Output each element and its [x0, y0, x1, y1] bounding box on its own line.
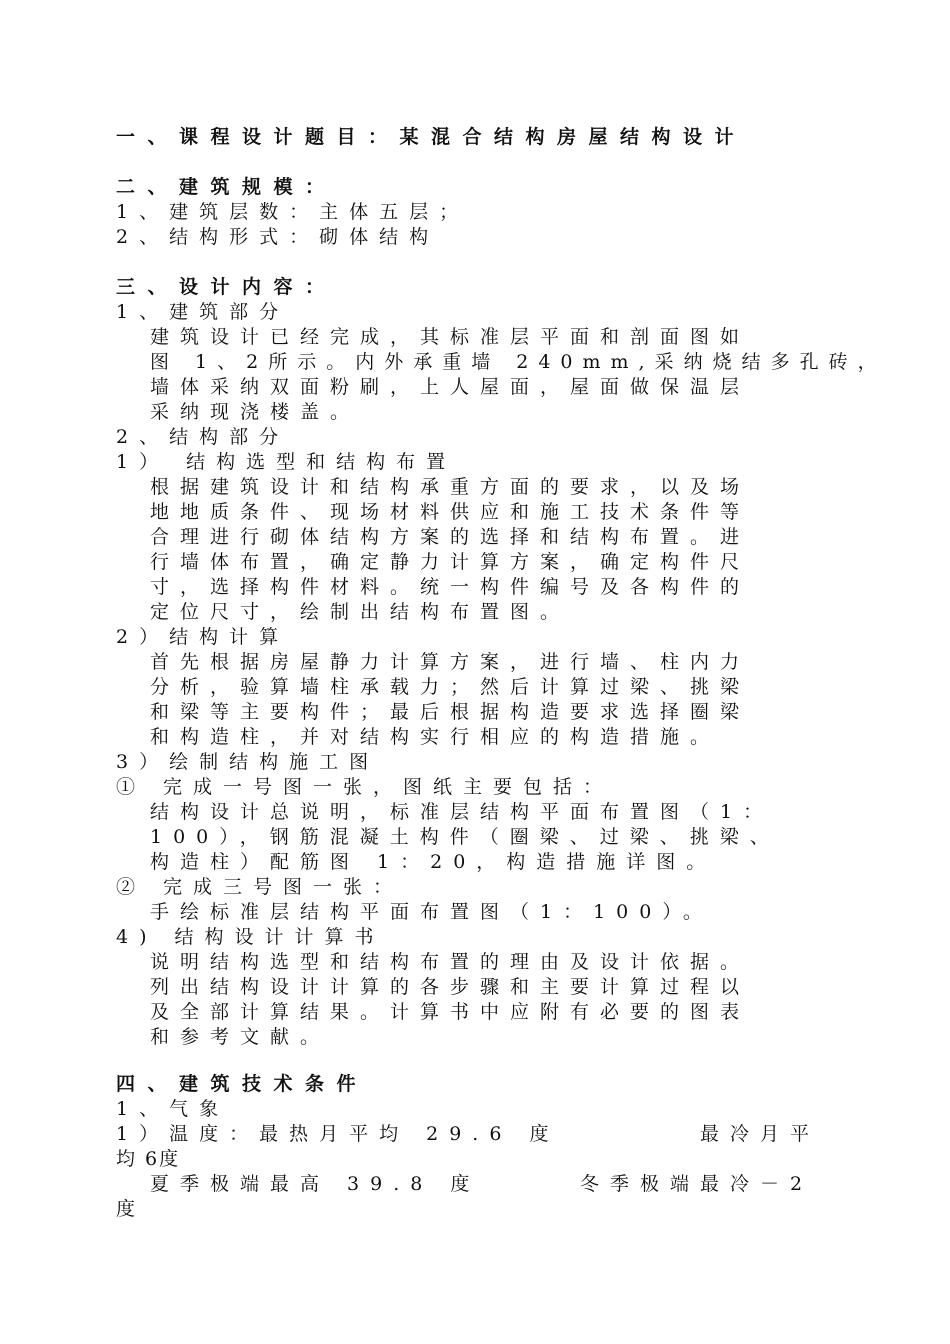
paragraph-line: 合理进行砌体结构方案的选择和结构布置。进 — [150, 526, 751, 548]
section-4-title: 四、建筑技术条件 — [116, 1073, 369, 1095]
subsection-heading: 4) 结构设计计算书 — [116, 926, 385, 948]
section-3-title: 三、设计内容： — [116, 276, 337, 298]
paragraph-line: 采纳现浇楼盖。 — [150, 401, 361, 423]
paragraph-line: 地地质条件、现场材料供应和施工技术条件等 — [150, 501, 751, 523]
paragraph-line: 及全部计算结果。计算书中应附有必要的图表 — [150, 1001, 751, 1023]
paragraph-line: 行墙体布置，确定静力计算方案，确定构件尺 — [150, 551, 751, 573]
section-4-item-1: 1、气象 — [116, 1098, 230, 1120]
section-1-title: 一、课程设计题目：某混合结构房屋结构设计 — [116, 126, 747, 148]
paragraph-line: 和梁等主要构件；最后根据构造要求选择圈梁 — [150, 701, 751, 723]
temperature-line-4: 度 — [116, 1198, 147, 1220]
paragraph-line: 和参考文献。 — [150, 1026, 331, 1048]
paragraph-line: 建筑设计已经完成，其标准层平面和剖面图如 — [150, 326, 751, 348]
paragraph-line: 100），钢筋混凝土构件（圈梁、过梁、挑梁、 — [150, 826, 780, 848]
temperature-line-3-right: 冬季极端最冷－2 — [580, 1173, 814, 1195]
section-2-item-2: 2、结构形式：砌体结构 — [116, 226, 440, 248]
paragraph-line: 墙体采纳双面粉刷，上人屋面，屋面做保温层 — [150, 376, 751, 398]
temperature-line-3: 夏季极端最高 39.8 度 — [150, 1173, 481, 1195]
paragraph-line: 首先根据房屋静力计算方案，进行墙、柱内力 — [150, 651, 751, 673]
section-3-part-1-heading: 1、建筑部分 — [116, 301, 290, 323]
list-item-heading: ② 完成三号图一张： — [116, 876, 404, 898]
section-2-item-1: 1、建筑层数：主体五层； — [116, 201, 470, 223]
paragraph-line: 图 1、2所示。内外承重墙 240mm,采纳烧结多孔砖， — [150, 351, 887, 373]
paragraph-line: 寸，选择构件材料。统一构件编号及各构件的 — [150, 576, 751, 598]
paragraph-line: 和构造柱，并对结构实行相应的构造措施。 — [150, 726, 721, 748]
list-item-heading: ① 完成一号图一张，图纸主要包括： — [116, 776, 614, 798]
paragraph-line: 构造柱）配筋图 1：20，构造措施详图。 — [150, 851, 717, 873]
subsection-heading: 3）绘制结构施工图 — [116, 751, 380, 773]
paragraph-line: 根据建筑设计和结构承重方面的要求，以及场 — [150, 476, 751, 498]
temperature-line-1: 1）温度：最热月平均 29.6 度 — [116, 1123, 560, 1145]
paragraph-line: 说明结构选型和结构布置的理由及设计依据。 — [150, 951, 751, 973]
subsection-heading: 1） 结构选型和结构布置 — [116, 451, 457, 473]
temperature-line-1-right: 最冷月平 — [700, 1123, 821, 1145]
section-3-part-2-heading: 2、结构部分 — [116, 426, 290, 448]
paragraph-line: 列出结构设计计算的各步骤和主要计算过程以 — [150, 976, 751, 998]
temperature-line-2: 均 6度 — [116, 1148, 181, 1170]
paragraph-line: 分析，验算墙柱承载力；然后计算过梁、挑梁 — [150, 676, 751, 698]
paragraph-line: 结构设计总说明，标准层结构平面布置图（1： — [150, 801, 774, 823]
paragraph-line: 手绘标准层结构平面布置图（1：100）。 — [150, 901, 713, 923]
paragraph-line: 定位尺寸，绘制出结构布置图。 — [150, 601, 571, 623]
section-2-title: 二、建筑规模： — [116, 176, 337, 198]
subsection-heading: 2）结构计算 — [116, 626, 290, 648]
